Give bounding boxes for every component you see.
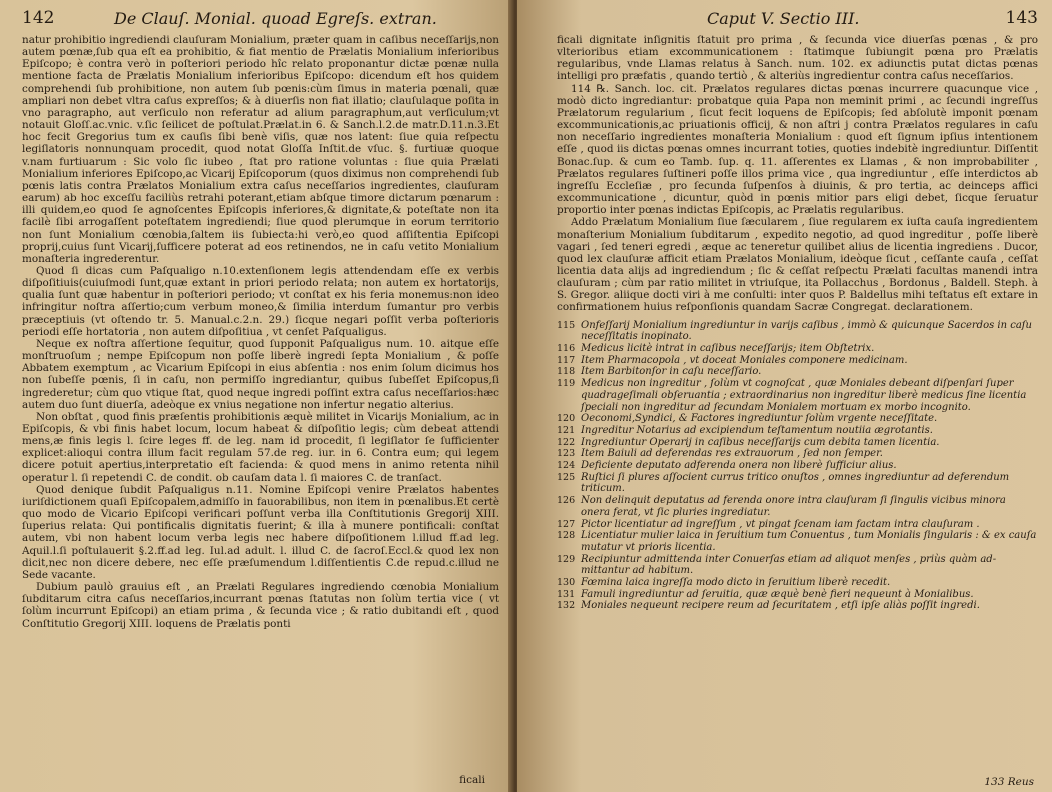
note-number: 115 [557,319,576,331]
note-number: 127 [557,518,576,530]
paragraph: Quod ſi dicas cum Paſqualigo n.10.extenſionem legis attendendam eſſe ex verbis diſpoſitiuis(cuiuſmodi ſunt,quæ extant in priori periodo relata; non autem ex hortatorijs, qualia ſunt quæ habentur in poſteriori periodo; vt conſtat ex his feria monemus:non ideo infringitur noſtra aſſertio;cum verbum moneo,& ſimilia interdum ſumantur pro verbis præceptiuis (vt oſtendo tr. 5. Manual.c.2.n. 29.) ſicque negari poſſit verba poſterioris periodi eſſe hortatoria , non autem diſpoſitiua , vt cenſet Paſqualigus. [22,264,499,338]
note-item [557,378,1038,413]
note-text: Medicus non ingreditur , ſolùm vt cognoſcat , quæ Moniales debeant diſpenſari ſuper quadrageſimali obſeruantia ; extraordinarius non ingreditur liberè medicus ſine licentia ſpeciali non ingreditur ad ſecundam Monialem mortuam ex morbo incognito. [581,378,1027,413]
note-number: 121 [557,424,576,436]
note-number: 122 [557,436,576,448]
note-number: 126 [557,495,576,507]
note-text: Licentiatur mulier laica in ſeruitium tum Conuentus , tum Monialis ſingularis : & ex cauſa mutatur vt prioris licentia. [581,530,1037,553]
note-item [557,530,1038,553]
note-item [557,495,1038,518]
note-number: 117 [557,354,576,366]
note-item [557,554,1038,577]
note-number: 129 [557,553,576,565]
note-item [557,448,1038,460]
note-text: Item Baiuli ad deferendas res extrauorum , ſed non ſemper. [581,448,883,460]
note-number: 132 [557,600,576,612]
note-number: 123 [557,448,576,460]
note-item [557,472,1038,495]
note-item [557,519,1038,531]
note-text: Onfeſſarij Monialium ingrediuntur in varijs caſibus , immò & quicunque Sacerdos in caſu neceſſitatis inopinato. [581,319,1032,343]
running-head: De Clauſ. Monial. quoad Egreſs. extran. [114,9,437,28]
paragraph: Addo Prælatum Monialium ſiue ſæcularem , ſiue regularem ex iuſta cauſa ingredientem monaſterium Monialium ſubditarum , expedito negotio, ad quod ingreditur , poſſe liberè vagari , ſed teneri egredi , æque ac teneretur quilibet alius de licentia ingrediens . Ducor, quod lex clauſuræ afficit etiam Prælatos Monialium, ideòque ſicut , ceſſante cauſa , ceſſat licentia data alijs ad ingrediendum ; ſic & ceſſat reſpectu Prælati facultas manendi intra clauſuram ; cùm par ratio militet in vtriuſque, ita Pollacchus , Bordonus , Baldell. Steph. à S. Gregor. aliique docti viri à me conſulti: inter quos P. Baldellus mihi teſtatus eſt extare in confirmationem huius reſponſionis quandam Sacræ Congregat. declarationem. [557,216,1038,314]
marginal-notes-list [557,320,1038,613]
note-item [557,577,1038,589]
note-text: Pictor licentiatur ad ingreſſum , vt pingat ſcenam iam factam intra clauſuram . [581,518,980,530]
note-item [557,425,1038,437]
note-number: 120 [557,413,576,425]
paragraph: 114 ℞. Sanch. loc. cit. Prælatos regulares dictas pœnas incurrere quacunque vice , modò dicto ingrediantur: probatque quia Papa non meminit primi , ac ſecundi ingreſſus Prælatorum regularium , ſicut fecit loquens de Epiſcopis; ſed abſolutè imponit pœnam excommunicationis,ac priuationis officij, & non aſtri j contra Prælatos regulares in caſu non neceſſario ingredientes monaſteria Monialium : quod eſt ſignum ipſius intentionem eſſe , quod iis dictas pœnas omnes incurrant toties, quoties indebitè ingrediuntur. Diſſentit Bonac.ſup. & cum eo Tamb. ſup. q. 11. aſſerentes ex Llamas , & non improbabiliter , Prælatos regulares ſuſtineri poſſe illos prima vice , qua ingrediuntur , eſſe interdictos ab ingreſſu Eccleſiæ , pro ſecunda ſuſpenſos à diuinis, & pro tertia, ac deinceps affici excommunicatione , dicuntur, quòd in pœnis mitior pars eligi debet, ſicque ſeruatur proportio inter pœnas indictas Epiſcopis, ac Prælatis regularibus. [557,82,1038,217]
note-item [557,355,1038,367]
note-item [557,600,1038,612]
note-text: Moniales nequeunt recipere reum ad ſecuritatem , etſi ipſe aliàs poſſit ingredi. [581,600,980,612]
paragraph: Neque ex noſtra aſſertione ſequitur, quod ſupponit Paſqualigus num. 10. aitque eſſe monſtruoſum ; nempe Epiſcopum non poſſe liberè ingredi ſepta Monialium , & poſſe Abbatem exemptum , ac Vicarium Epiſcopi in eius abſentia : nos enim ſolum dicimus hos non ſubeſſe pœnis, ſi in caſu, non permiſſo ingrediantur, quibus ſubeſſet Epiſcopus,ſi ingrederetur; cùm quo vtique ſtat, quod neque ingredi poſſint extra caſus neceſſarios:hæc autem duo ſunt diuerſa, adeòque ex vnius negatione non infertur negatio alterius. [22,337,499,411]
left-page [0,0,515,792]
note-text: Ingreditur Notarius ad excipiendum teſtamentum noutiia ægrotantis. [581,424,933,436]
note-item [557,343,1038,355]
note-number: 125 [557,471,576,483]
paragraph: Quod denique ſubdit Paſqualigus n.11. Nomine Epiſcopi venire Prælatos habentes iuriſdictionem quaſi Epiſcopalem,admiſſo in fauorabilibus, non item in pœnalibus.Et certè quo modo de Vicario Epiſcopi verificari poſſunt verba illa Conſtitutionis Gregorij XIII. ſuperius relata: Qui pontificalis dignitatis fuerint; & illa à munere pontificali: conſtat autem, vbi non habent locum verba legis nec habere diſpoſitionem l.illud ff.ad leg. Aquil.l.ſi poſtulauerit §.2.ff.ad leg. Iul.ad adult. l. illud C. de ſacroſ.Eccl.& quod lex non dicit,nec non dicere debere, nec eſſe præſumendum l.diſſentientis C.de repud.c.illud ne Sede vacante. [22,483,499,581]
note-text: Item Barbitonſor in caſu neceſſario. [581,366,762,378]
note-text: Non delinquit deputatus ad ferenda onore intra clauſuram ſi ſingulis vicibus minora onera ferat, vt ſic pluries ingrediatur. [581,495,1006,518]
note-item [557,437,1038,449]
paragraph: Non obſtat , quod finis præſentis prohibitionis æquè militet in Vicarijs Monialium, ac in Epiſcopis, & vbi finis habet locum, locum habeat & diſpoſitio legis; cùm debeat attendi mens,æ finis legis l. ſcire leges ff. de leg. nam id procedit, ſi legiſlator ſe ſufficienter explicet:alioqui contra illum facit regulam 57.de reg. iur. in 6. Contra eum; qui legem dicere potuit apertius,interpretatio eſt facienda: & quod mens in animo retenta nihil operatur l. ſi repetendi C. de condit. ob cauſam data l. ſi maiores C. de tranſact. [22,410,499,484]
page-number: 142 [22,8,55,28]
note-text: Deficiente deputato adferenda onera non liberè ſufficiur alius. [581,460,897,472]
running-head: Caput V. Sectio III. [707,9,860,28]
page-number: 143 [1005,8,1038,28]
left-body-text [22,34,499,630]
note-item [557,320,1038,343]
note-text: Ruſtici ſi plures aſſocient currus tritico onuſtos , omnes ingrediuntur ad deferendum triticum. [581,471,1010,495]
note-text: Medicus licitè intrat in caſibus neceſſarijs; item Obſtetrix. [581,343,875,354]
note-text: Ingrediuntur Operarij in caſibus neceſſarijs cum debita tamen licentia. [581,436,940,448]
note-text: Fœmina laica ingreſſa modo dicto in ſeruitium liberè recedit. [581,577,891,589]
right-body-text [557,34,1038,314]
note-number: 118 [557,366,576,378]
catchword: ficali [459,774,485,786]
paragraph: Dubium paulò grauius eſt , an Prælati Regulares ingrediendo cœnobia Monialium ſubditarum citra caſus neceſſarios,incurrant pœnas ſtatutas non ſolùm tertia vice ( vt ſolùm incurrunt Epiſcopi) an etiam prima , & ſecunda vice ; & ratio dubitandi eſt , quod Conſtitutio Gregorij XIII. loquens de Prælatis ponti [22,581,499,630]
note-text: Famuli ingrediuntur ad ſeruitia, quæ æquè benè fieri nequeunt à Monialibus. [581,588,974,600]
note-text: Recipiuntur admittenda inter Conuerſas etiam ad aliquot menſes , priùs quàm admittantur ad habitum. [581,553,997,577]
note-item [557,460,1038,472]
note-number: 116 [557,343,576,354]
note-number: 119 [557,378,576,390]
note-text: Item Pharmacopola , vt doceat Moniales componere medicinam. [581,354,908,366]
paragraph: natur prohibitio ingrediendi clauſuram Monialium, præter quam in caſibus neceſſarijs,non autem pœnæ,ſub qua eſt ea prohibitio, & fiat mentio de Prælatis Monialium inferioribus Epiſcopo; è contra verò in poſteriori periodo hîc relato proponantur dictæ pœnæ nulla mentione facta de Prælatis Monialium inferioribus Epiſcopo: dicendum eſt hos quidem comprehendi ſub prohibitione, non autem ſub pœnis:cùm ſimus in materia pœnali, quæ ampliari non debet vltra caſus expreſſos; & à diuerſis non fiat illatio; clauſulaque poſita in vno paragrapho, aut verſiculo non referatur ad alium paragraphum,aut verſiculum;vt notauit Gloſſ.ac.vnic. v.ſic ſeilicet de poſtulat.Prælat.in 6. & Sanch.l.2.de matr.D.11.n.3.Et hoc fecit Gregorius tum ex cauſis ſibi benè viſis, quæ nos latent: ſiue quia reſpectu legiſlatoris nonnunquam procedit, quod notat Gloſſa Inſtit.de vſuc. §. furtiuæ quoque v.nam furtiuarum : Sic volo ſic iubeo , ſtat pro ratione voluntas : ſiue quia Prælati Monialium inferiores Epiſcopo,ac Vicarij Epiſcoporum (quos diximus non comprehendi ſub pœnis latis contra Prælatos Monialium extra caſus neceſſarios ingredientes, clauſuram earum) ab hoc exceſſu faciliùs retrahi poterant,etiam abſque timore dictarum pœnarum : illi quidem,eo quod ſe agnoſcentes Epiſcopis inferiores,& dignitate,& poteſtate non ita facilè ſibi arrogaſſent poteſtatem ingrediendi; ſiue quod plerumque in eorum territorio non ſunt Monialium cœnobia,ſaltem iis ſubiecta:hi verò,eo quod aſſiſtentia Epiſcopi proprij,cuius ſunt Vicarij,ſufficere poterat ad eos retinendos, ne in caſu vetito Monialium monaſteria ingrederentur. [22,34,499,265]
note-item [557,413,1038,425]
note-text: Oeconomi,Syndici, & Factores ingrediuntur ſolùm vrgente neceſſitate. [581,413,938,425]
left-header [22,8,499,34]
catchword: 133 Reus [984,776,1034,788]
note-number: 130 [557,577,576,589]
note-number: 124 [557,460,576,472]
note-number: 131 [557,588,576,600]
note-number: 128 [557,530,576,542]
note-item [557,589,1038,601]
note-item [557,366,1038,378]
right-header [557,8,1038,34]
right-page [517,0,1052,792]
paragraph: ficali dignitate inſignitis ſtatuit pro prima , & ſecunda vice diuerſas pœnas , & pro vlterioribus etiam excommunicationem : ſtatimque ſubiungit pœna pro Prælatis regularibus, vnde Llamas relatus à Sanch. num. 102. ex adiunctis putat dictas pœnas intelligi pro præfatis , quando tertiò , & alteriùs ingredientur contra caſus neceſſarios. [557,34,1038,83]
